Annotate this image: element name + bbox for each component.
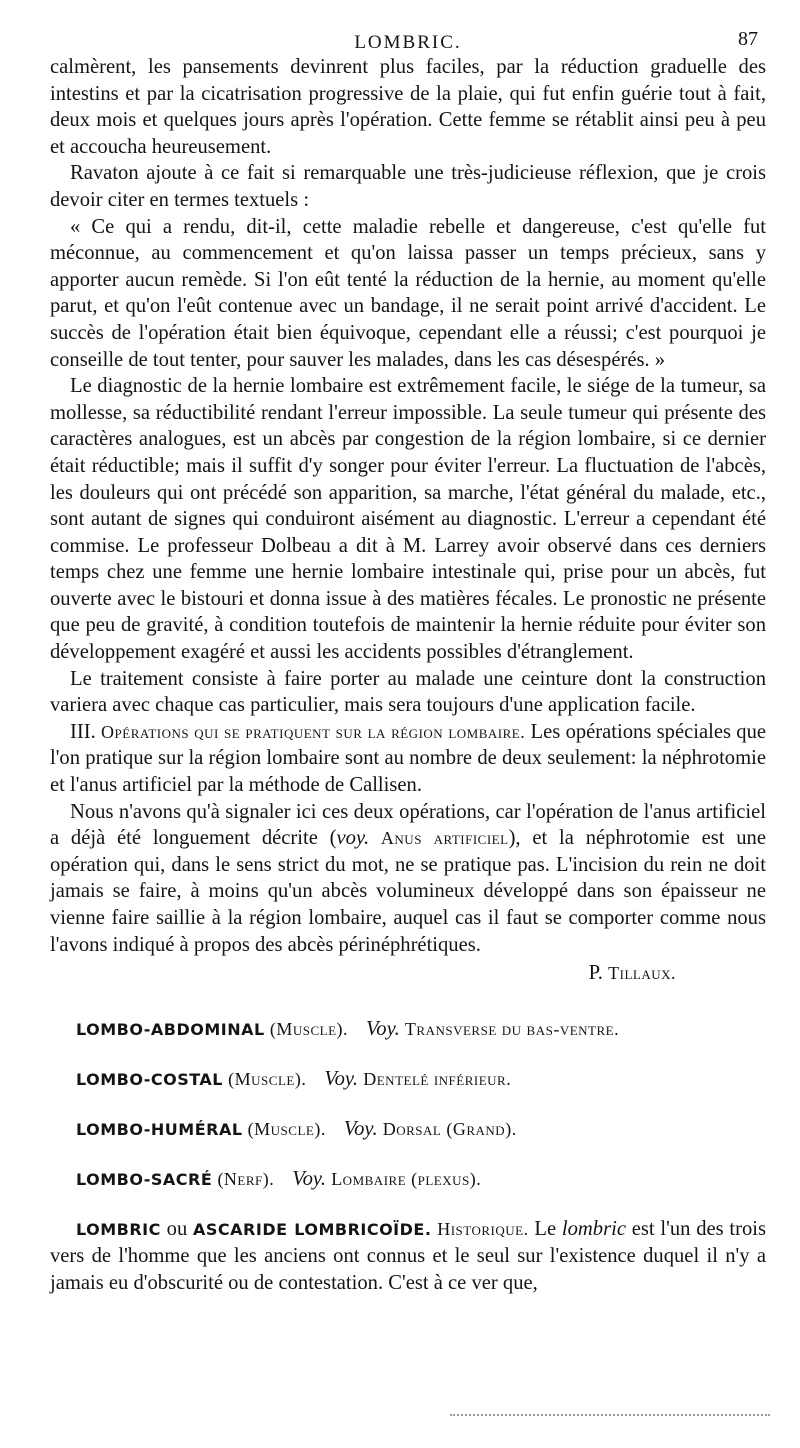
bleed-through-marks — [450, 1414, 770, 1420]
dictionary-entry-lombric — [50, 1216, 766, 1297]
entry-conjunction: ou — [166, 1218, 188, 1241]
page-number: 87 — [738, 28, 758, 50]
dictionary-entries — [50, 1016, 766, 1297]
dictionary-entry — [76, 1016, 766, 1043]
entry-reference: Dorsal (Grand). — [382, 1119, 517, 1140]
entry-reference: Lombaire (plexus). — [331, 1169, 482, 1190]
quotation-paragraph: « Ce qui a rendu, dit-il, cette maladie rebelle et dangereuse, c'est qu'elle fut méconnue, au commencement et qu'on laissa passer un temps précieux, sans y apporter aucun remède. Si l'on eût tenté la réduction de la hernie, au moment qu'elle parut, et qu'on l'eût contenue avec un bandage, il ne serait point arrivé d'accident. Le succès de l'opération était bien équivoque, cependant elle a réussi; c'est pourquoi je conseille de tout tenter, pour sauver les malades, dans les cas désespérés. » — [50, 215, 766, 371]
voy-abbrev: voy. — [336, 827, 370, 850]
main-text — [50, 54, 766, 986]
entry-reference: Transverse du bas-ventre. — [404, 1019, 620, 1040]
italic-term: lombric — [561, 1218, 626, 1241]
paragraph: Le diagnostic de la hernie lombaire est extrêmement facile, le siége de la tumeur, sa mollesse, sa réductibilité rendant l'erreur impossible. La seule tumeur qui présente des caractères analogues, est un abcès par congestion de la région lombaire, si ce dernier était réductible; mais il suffit d'y songer pour éviter l'erreur. La fluctuation de l'abcès, les douleurs qui ont précédé son apparition, sa marche, l'état général du malade, etc., sont autant de signes qui conduiront aisément au diagnostic. L'erreur a cependant été commise. Le professeur Dolbeau a dit à M. Larrey avoir observé dans ces derniers temps chez une femme une hernie lombaire intestinale qui, prise pour un abcès, fut ouverte avec le bistouri et donna issue à des matières fécales. Le pronostic ne présente que peu de gravité, à condition toutefois de maintenir la hernie réduite pour éviter son développement exagéré et aussi les accidents possibles d'étranglement. — [50, 375, 766, 664]
paragraph — [50, 799, 766, 959]
voy-abbrev: Voy. — [343, 1118, 378, 1141]
voy-abbrev: Voy. — [324, 1068, 359, 1091]
running-header — [50, 28, 766, 54]
entry-headword: LOMBO-ABDOMINAL — [76, 1020, 265, 1040]
paragraph: Le traitement consiste à faire porter au malade une ceinture dont la construction variera avec chaque cas particulier, mais sera toujours d'une application facile. — [50, 667, 766, 717]
entry-headword: LOMBO-HUMÉRAL — [76, 1120, 243, 1140]
entry-reference: Dentelé inférieur. — [363, 1069, 512, 1090]
text-span: Nous n'avons qu'à signaler ici ces deux opérations, car l'opération de l'anus artificiel a déjà été longuement décrite ( — [50, 800, 766, 850]
author-signature — [50, 960, 676, 986]
entry-headword: LOMBO-COSTAL — [76, 1070, 223, 1090]
dictionary-entry — [76, 1116, 766, 1143]
paragraph: calmèrent, les pansements devinrent plus faciles, par la réduction graduelle des intestins et par la cicatrisation progressive de la plaie, qui fut enfin guérie tout à fait, deux mois et quelques jours après l'opération. Cette femme se rétablit ainsi peu à peu et accoucha heureusement. — [50, 56, 766, 158]
author-name: Tillaux. — [608, 963, 676, 984]
text-span: Le — [534, 1218, 557, 1241]
entry-kind: (Muscle). — [247, 1119, 326, 1140]
page — [50, 28, 766, 1320]
text-span: est l'un des trois vers de l'homme que les anciens ont connus et le seul sur l'existence duquel il n'y a jamais eu d'obscurité ou de contestation. C'est à ce ver que, — [50, 1218, 767, 1295]
author-initial: P. — [588, 962, 603, 985]
entry-kind: (Nerf). — [217, 1169, 275, 1190]
entry-kind: (Muscle). — [228, 1069, 307, 1090]
section-heading: Opérations qui se pratiquent sur la région lombaire. — [101, 721, 526, 742]
entry-headword: LOMBO-SACRÉ — [76, 1170, 213, 1190]
cross-reference: Anus artificiel — [380, 828, 509, 849]
dictionary-entry — [76, 1166, 766, 1193]
voy-abbrev: Voy. — [366, 1018, 400, 1041]
section-text: Les opérations spéciales que l'on pratique sur la région lombaire sont au nombre de deux seulement: la néphrotomie et l'anus artificiel par la méthode de Callisen. — [50, 720, 767, 797]
entry-kind: (Muscle). — [269, 1019, 349, 1040]
entry-section: Historique. — [437, 1219, 529, 1240]
section-paragraph — [50, 719, 766, 799]
entry-headword: LOMBRIC — [76, 1220, 161, 1240]
dictionary-entry — [76, 1066, 766, 1093]
entry-headword-alt: ASCARIDE LOMBRICOÏDE. — [193, 1220, 432, 1240]
voy-abbrev: Voy. — [292, 1168, 327, 1191]
text-span: ), et la néphrotomie est une opération qui, dans le sens strict du mot, ne se pratique pas. L'incision du rein ne doit jamais se faire, à moins qu'un abcès volumineux développé dans son épaisseur ne vienne faire saillie à la région lombaire, auquel cas il faut se comporter comme nous l'avons indiqué à propos des abcès périnéphrétiques. — [50, 827, 766, 956]
running-title: LOMBRIC. — [354, 32, 462, 53]
section-numeral: III. — [70, 720, 96, 743]
paragraph: Ravaton ajoute à ce fait si remarquable une très-judicieuse réflexion, que je crois devoir citer en termes textuels : — [50, 162, 766, 211]
